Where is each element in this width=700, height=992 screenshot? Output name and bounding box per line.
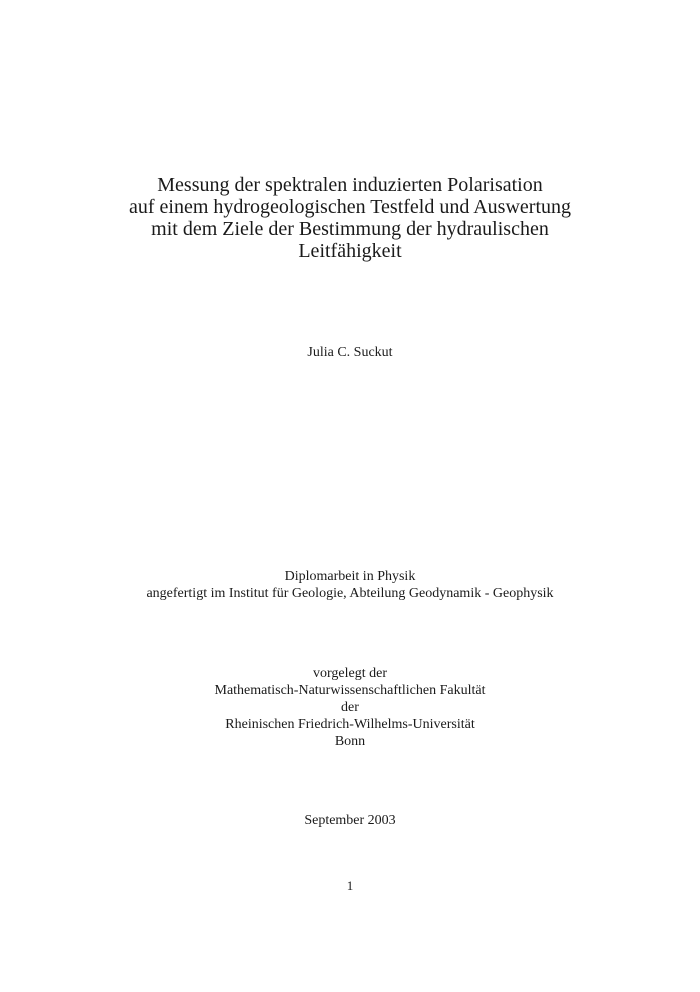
title-line-4: Leitfähigkeit: [298, 240, 402, 262]
thesis-title: [0, 174, 700, 262]
submission-date: September 2003: [304, 813, 396, 828]
submission-line-5: Bonn: [334, 734, 366, 749]
author-name: Julia C. Suckut: [307, 345, 393, 360]
title-line-3: mit dem Ziele der Bestimmung der hydraulischen: [151, 218, 549, 240]
submission-line-1: vorgelegt der: [313, 666, 387, 681]
page-number: 1: [346, 878, 354, 893]
submission-line-2: Mathematisch-Naturwissenschaftlichen Fakultät: [214, 683, 486, 698]
submission-line-4: Rheinischen Friedrich-Wilhelms-Universität: [225, 717, 475, 732]
title-line-2: auf einem hydrogeologischen Testfeld und Auswertung: [128, 196, 572, 218]
thesis-institute: angefertigt im Institut für Geologie, Abteilung Geodynamik - Geophysik: [146, 586, 554, 601]
submission-line-3: der: [341, 700, 359, 715]
submission-info: [0, 665, 700, 750]
title-line-1: Messung der spektralen induzierten Polarisation: [157, 174, 543, 196]
thesis-type: Diplomarbeit in Physik: [284, 569, 416, 584]
thesis-info: [0, 568, 700, 602]
